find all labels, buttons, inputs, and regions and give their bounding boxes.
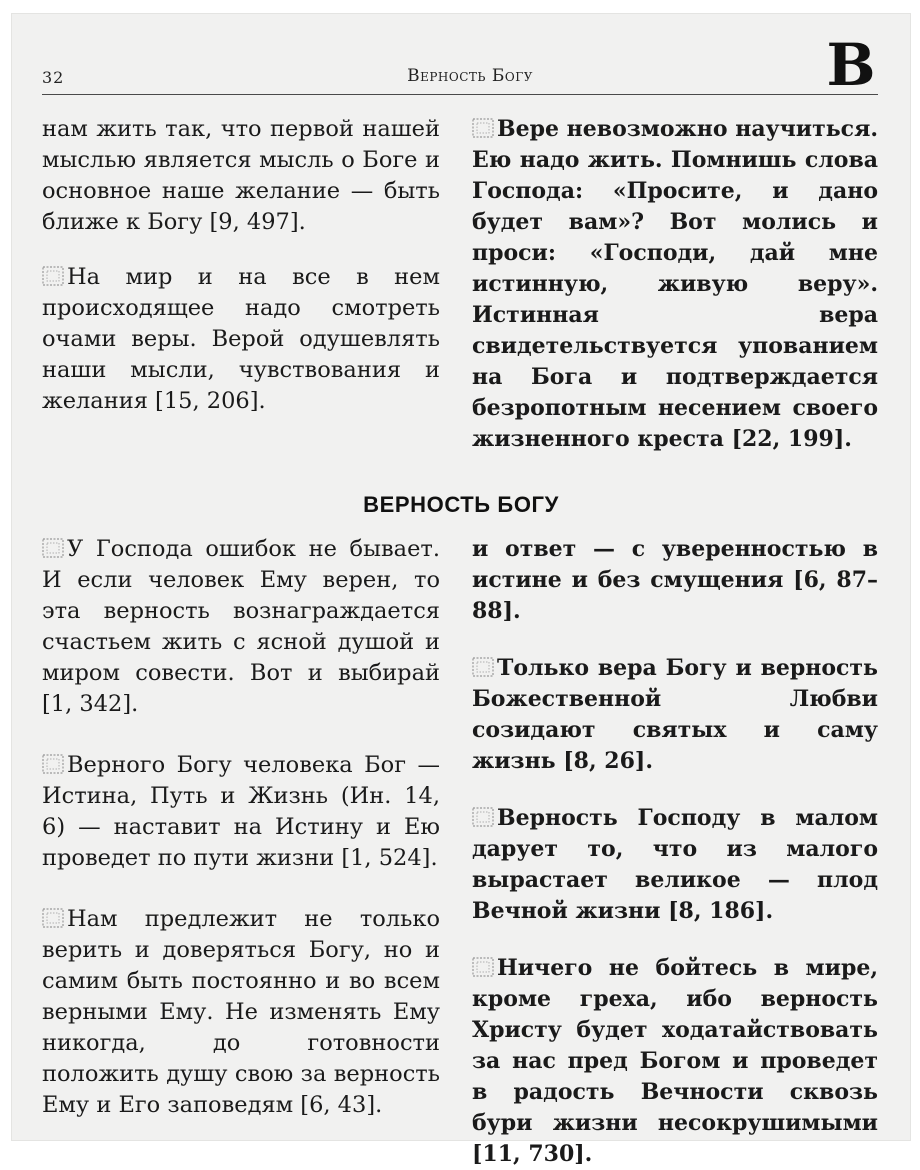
bottom-right-column <box>472 534 878 1170</box>
paragraph-ornament-icon <box>472 118 494 138</box>
paragraph: нам жить так, что первой нашей мыслью является мысль о Боге и основное наше желание — быть ближе к Богу [9, 497]. <box>42 116 440 235</box>
paragraph-ornament-icon <box>42 538 64 558</box>
paragraph-ornament-icon <box>472 957 494 977</box>
paragraph-ornament-icon <box>42 754 64 774</box>
paragraph: Ничего не бойтесь в мире, кроме греха, ибо верность Христу будет ходатайствовать за нас пред Богом и проведет в радость Вечности сквозь бури жизни несокрушимыми [11, 730]. <box>472 955 878 1167</box>
header-rule <box>42 94 878 95</box>
paragraph-ornament-icon <box>472 807 494 827</box>
paragraph: У Господа ошибок не бывает. И если человек Ему верен, то эта верность вознаграждается счастьем жить с ясной душой и миром совести. Вот и выбирай [1, 342]. <box>42 536 440 717</box>
top-left-column <box>42 114 440 417</box>
paragraph-ornament-icon <box>472 657 494 677</box>
page-number: 32 <box>42 68 65 87</box>
running-title: Верность Богу <box>407 66 533 86</box>
paragraph-ornament-icon <box>42 266 64 286</box>
paragraph: Верность Господу в малом дарует то, что из малого вырастает великое — плод Вечной жизни [8, 186]. <box>472 805 878 924</box>
book-page <box>12 14 910 1167</box>
paragraph: Нам предлежит не только верить и доверяться Богу, но и самим быть постоянно и во всем верными Ему. Не изменять Ему никогда, до готовности положить душу свою за верность Ему и Его заповедям [6, 43]. <box>42 906 440 1118</box>
top-right-column <box>472 114 878 455</box>
paragraph: На мир и на все в нем происходящее надо смотреть очами веры. Верой одушевлять наши мысли, чувствования и желания [15, 206]. <box>42 264 440 414</box>
paragraph: Вере невозможно научиться. Ею надо жить. Помнишь слова Господа: «Просите, и дано будет вам»? Вот молись и проси: «Господи, дай мне истинную, живую веру». Истинная вера свидетельствуется упованием на Бога и подтверждается безропотным несением своего жизненного креста [22, 199]. <box>472 116 878 452</box>
paragraph: Только вера Богу и верность Божественной Любви созидают святых и саму жизнь [8, 26]. <box>472 655 878 774</box>
section-heading: ВЕРНОСТЬ БОГУ <box>363 492 559 517</box>
paragraph: и ответ — с уверенностью в истине и без смущения [6, 87–88]. <box>472 536 878 624</box>
section-letter: В <box>826 31 876 99</box>
paragraph-ornament-icon <box>42 908 64 928</box>
bottom-left-column <box>42 534 440 1121</box>
paragraph: Верного Богу человека Бог — Истина, Путь и Жизнь (Ин. 14, 6) — наставит на Истину и Ею проведет по пути жизни [1, 524]. <box>42 752 440 871</box>
